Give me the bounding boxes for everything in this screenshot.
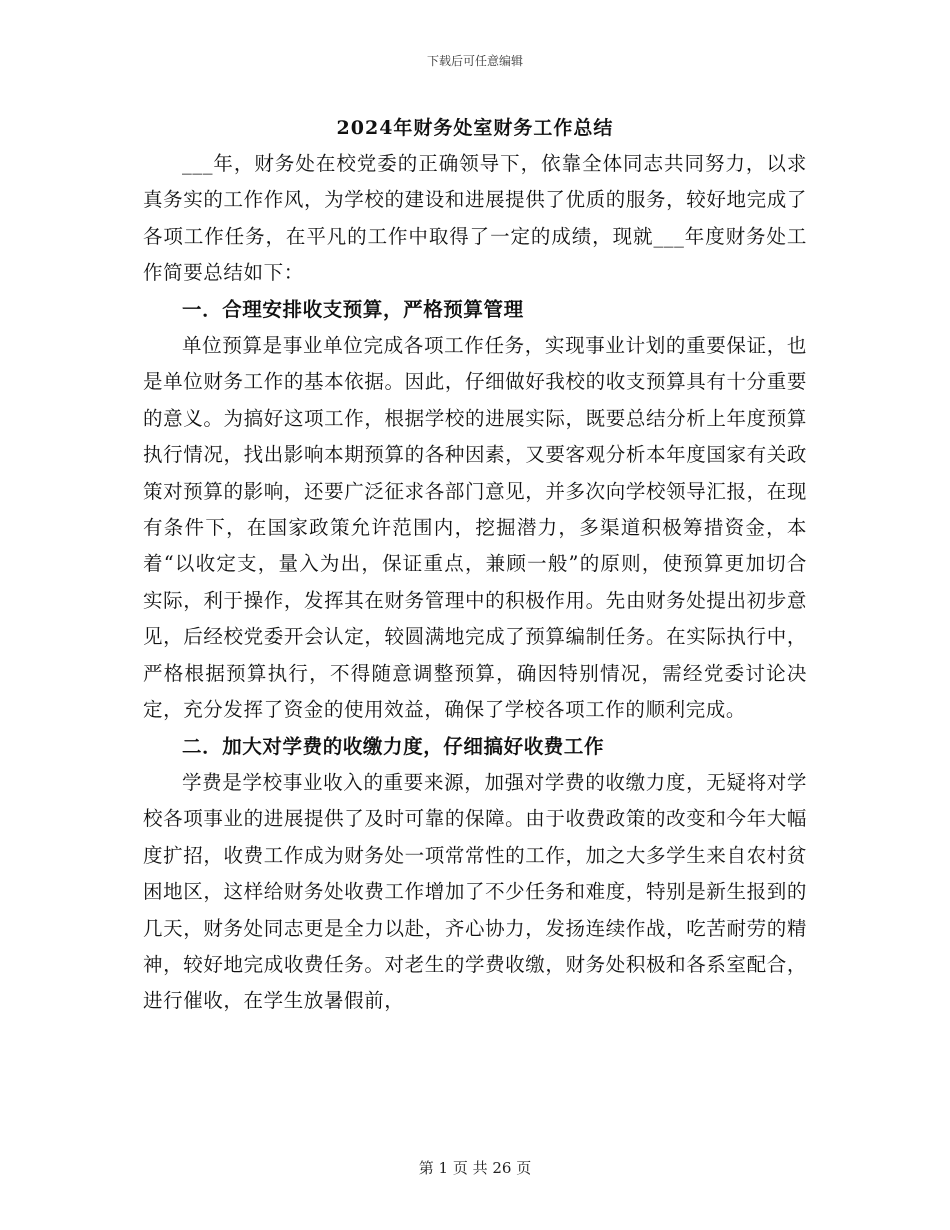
intro-paragraph: ___年，财务处在校党委的正确领导下，依靠全体同志共同努力，以求真务实的工作作风，为学校的建设和进展提供了优质的服务，较好地完成了各项工作任务，在平凡的工作中取得了一定的成绩，现就___年度财务处工作简要总结如下：	[143, 152, 807, 285]
document-body	[143, 146, 807, 1020]
section-2-paragraph: 学费是学校事业收入的重要来源，加强对学费的收缴力度，无疑将对学校各项事业的进展提供了及时可靠的保障。由于收费政策的改变和今年大幅度扩招，收费工作成为财务处一项常常性的工作，加之大多学生来自农村贫困地区，这样给财务处收费工作增加了不少任务和难度，特别是新生报到的几天，财务处同志更是全力以赴，齐心协力，发扬连续作战，吃苦耐劳的精神，较好地完成收费任务。对老生的学费收缴，财务处积极和各系室配合，进行催收，在学生放暑假前，	[143, 770, 807, 1013]
page-footer: 第 1 页 共 26 页	[418, 1159, 532, 1177]
header-note: 下载后可任意编辑	[426, 54, 523, 68]
section-heading-1: 一．合理安排收支预算，严格预算管理	[182, 297, 524, 321]
section-heading-2: 二．加大对学费的收缴力度，仔细搞好收费工作	[182, 734, 605, 758]
section-1-paragraph: 单位预算是事业单位完成各项工作任务，实现事业计划的重要保证，也是单位财务工作的基本依据。因此，仔细做好我校的收支预算具有十分重要的意义。为搞好这项工作，根据学校的进展实际，既要总结分析上年度预算执行情况，找出影响本期预算的各种因素，又要客观分析本年度国家有关政策对预算的影响，还要广泛征求各部门意见，并多次向学校领导汇报，在现有条件下，在国家政策允许范围内，挖掘潜力，多渠道积极筹措资金，本着“以收定支，量入为出，保证重点，兼顾一般”的原则，使预算更加切合实际，利于操作，发挥其在财务管理中的积极作用。先由财务处提出初步意见，后经校党委开会认定，较圆满地完成了预算编制任务。在实际执行中，严格根据预算执行，不得随意调整预算，确因特别情况，需经党委讨论决定，充分发挥了资金的使用效益，确保了学校各项工作的顺利完成。	[143, 334, 807, 722]
document-title: 2024年财务处室财务工作总结	[336, 117, 614, 139]
